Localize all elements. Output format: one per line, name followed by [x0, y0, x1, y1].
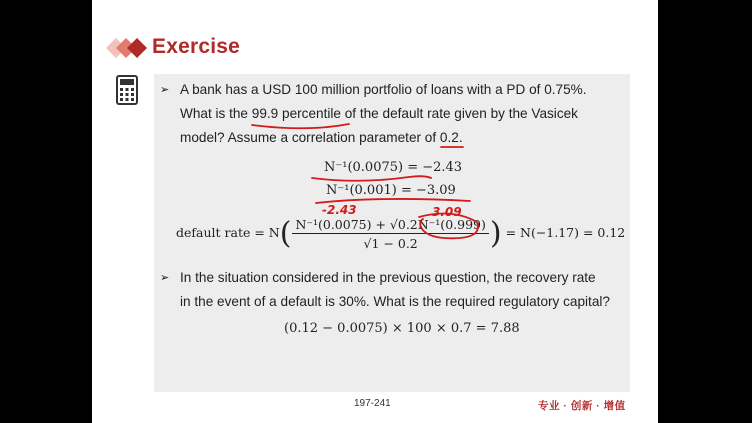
equation-default-rate: default rate = N( $\frac{\text{N⁻¹(0.0075) + √0.2N⁻¹(0.999)}}{√1 - 0.2}$ ) = N(−1.17) = 0.12 — [176, 216, 626, 251]
footer-tagline: 专业 · 创新 · 增值 — [538, 400, 626, 412]
bullet-arrow-icon: ➢ — [160, 272, 170, 284]
diamond-logo-icon — [105, 37, 151, 59]
calculator-icon — [116, 75, 138, 105]
question-1-line-3: model? Assume a correlation parameter of 0.2. — [180, 130, 463, 145]
equation-inverse-confidence: N⁻¹(0.001) = −3.09 — [326, 183, 456, 198]
handwritten-note-1: -2.43 — [322, 203, 357, 217]
equation-numerator-a: N⁻¹(0.0075) + √0.2 — [295, 216, 418, 232]
equation-capital: (0.12 − 0.0075) × 100 × 0.7 = 7.88 — [284, 321, 520, 336]
bullet-arrow-icon: ➢ — [160, 84, 170, 96]
question-1-line-1: A bank has a USD 100 million portfolio of loans with a PD of 0.75%. — [180, 82, 587, 97]
page-number: 197-241 — [354, 398, 391, 409]
equation-numerator-b: N⁻¹(0.999) — [417, 216, 486, 232]
slide — [92, 0, 658, 423]
equation-denominator: √1 − 0.2 — [363, 235, 418, 251]
question-2-line-2: in the event of a default is 30%. What is the required regulatory capital? — [180, 294, 610, 309]
question-1 — [180, 78, 587, 150]
question-1-line-2: What is the 99.9 percentile of the default rate given by the Vasicek — [180, 106, 578, 121]
question-2 — [180, 266, 610, 314]
equation-fraction — [292, 217, 488, 251]
equation-inverse-pd: N⁻¹(0.0075) = −2.43 — [324, 160, 463, 175]
slide-title: Exercise — [152, 35, 241, 58]
question-2-line-1: In the situation considered in the previous question, the recovery rate — [180, 270, 596, 285]
equation-result: = N(−1.17) = 0.12 — [505, 225, 626, 240]
equation-default-rate-prefix: default rate = N — [176, 225, 280, 240]
handwritten-note-2: 3.09 — [432, 205, 462, 219]
